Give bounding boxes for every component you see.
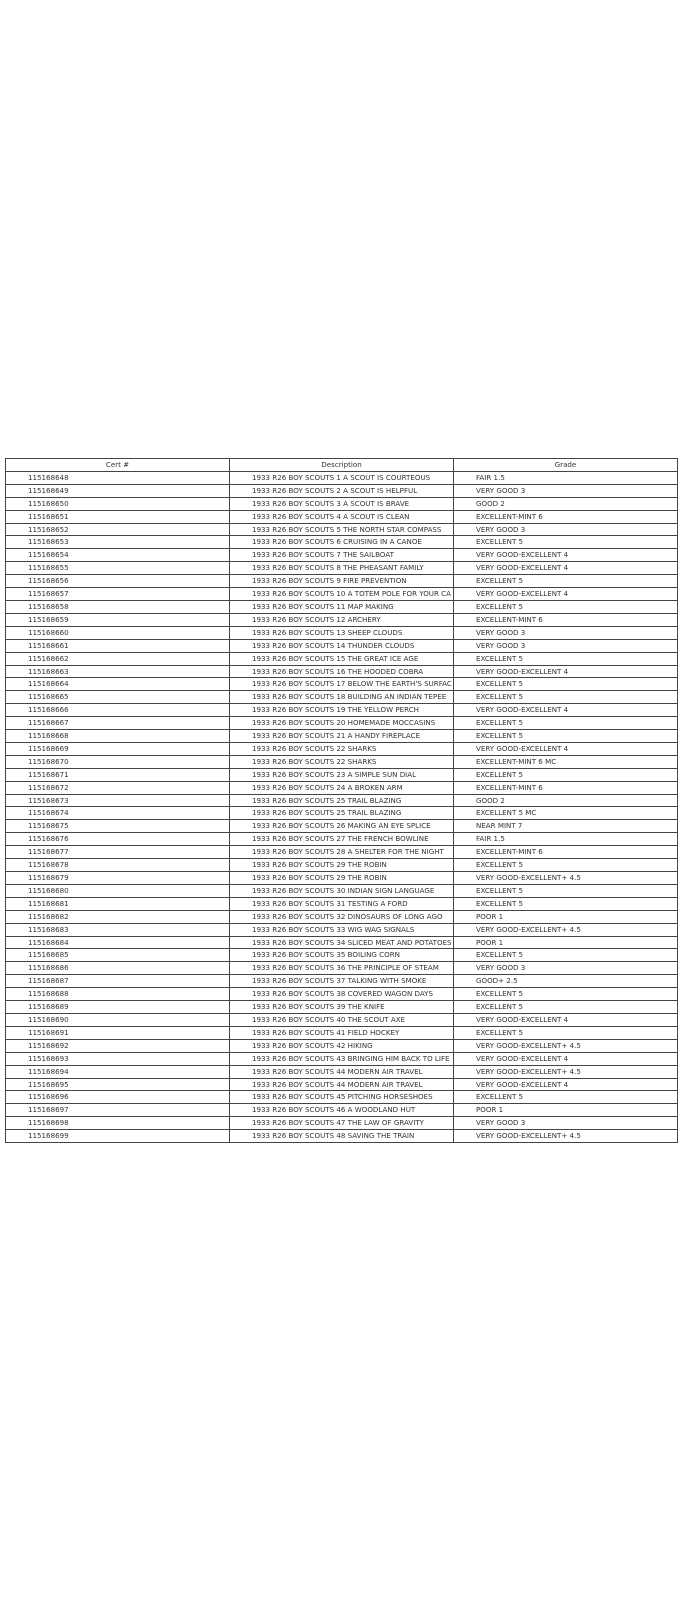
description-cell: 1933 R26 BOY SCOUTS 32 DINOSAURS OF LONG AGO bbox=[230, 910, 454, 923]
grade-cell: EXCELLENT 5 bbox=[454, 717, 678, 730]
description-cell: 1933 R26 BOY SCOUTS 45 PITCHING HORSESHOES bbox=[230, 1091, 454, 1104]
description-cell: 1933 R26 BOY SCOUTS 25 TRAIL BLAZING bbox=[230, 794, 454, 807]
table-row bbox=[6, 717, 678, 730]
table-row bbox=[6, 1117, 678, 1130]
description-cell: 1933 R26 BOY SCOUTS 3 A SCOUT IS BRAVE bbox=[230, 497, 454, 510]
cert-number-cell: 115168684 bbox=[6, 936, 230, 949]
table-row bbox=[6, 949, 678, 962]
grade-cell: EXCELLENT 5 bbox=[454, 1026, 678, 1039]
cert-number-cell: 115168652 bbox=[6, 523, 230, 536]
description-cell: 1933 R26 BOY SCOUTS 44 MODERN AIR TRAVEL bbox=[230, 1065, 454, 1078]
table-row bbox=[6, 588, 678, 601]
cert-table-container bbox=[5, 458, 677, 1143]
description-cell: 1933 R26 BOY SCOUTS 48 SAVING THE TRAIN bbox=[230, 1130, 454, 1143]
cert-number-cell: 115168680 bbox=[6, 884, 230, 897]
description-cell: 1933 R26 BOY SCOUTS 7 THE SAILBOAT bbox=[230, 549, 454, 562]
grade-cell: VERY GOOD 3 bbox=[454, 626, 678, 639]
grade-cell: EXCELLENT 5 bbox=[454, 768, 678, 781]
grade-cell: VERY GOOD-EXCELLENT 4 bbox=[454, 1078, 678, 1091]
cert-number-cell: 115168656 bbox=[6, 575, 230, 588]
table-row bbox=[6, 626, 678, 639]
description-cell: 1933 R26 BOY SCOUTS 35 BOILING CORN bbox=[230, 949, 454, 962]
cert-number-cell: 115168664 bbox=[6, 678, 230, 691]
grade-cell: POOR 1 bbox=[454, 1104, 678, 1117]
description-cell: 1933 R26 BOY SCOUTS 13 SHEEP CLOUDS bbox=[230, 626, 454, 639]
table-row bbox=[6, 794, 678, 807]
table-row bbox=[6, 1013, 678, 1026]
cert-number-cell: 115168654 bbox=[6, 549, 230, 562]
table-row bbox=[6, 820, 678, 833]
cert-number-cell: 115168659 bbox=[6, 613, 230, 626]
description-cell: 1933 R26 BOY SCOUTS 39 THE KNIFE bbox=[230, 1001, 454, 1014]
grade-cell: EXCELLENT 5 bbox=[454, 897, 678, 910]
cert-number-cell: 115168666 bbox=[6, 704, 230, 717]
cert-number-cell: 115168648 bbox=[6, 471, 230, 484]
table-row bbox=[6, 755, 678, 768]
table-row bbox=[6, 600, 678, 613]
table-row bbox=[6, 1091, 678, 1104]
description-cell: 1933 R26 BOY SCOUTS 36 THE PRINCIPLE OF STEAM bbox=[230, 962, 454, 975]
grade-cell: POOR 1 bbox=[454, 936, 678, 949]
table-row bbox=[6, 846, 678, 859]
cert-number-cell: 115168657 bbox=[6, 588, 230, 601]
description-cell: 1933 R26 BOY SCOUTS 37 TALKING WITH SMOKE bbox=[230, 975, 454, 988]
table-row bbox=[6, 910, 678, 923]
description-cell: 1933 R26 BOY SCOUTS 11 MAP MAKING bbox=[230, 600, 454, 613]
table-row bbox=[6, 471, 678, 484]
table-row bbox=[6, 652, 678, 665]
header-cert: Cert # bbox=[6, 459, 230, 472]
grade-cell: VERY GOOD-EXCELLENT+ 4.5 bbox=[454, 1039, 678, 1052]
grade-cell: VERY GOOD-EXCELLENT+ 4.5 bbox=[454, 872, 678, 885]
table-body bbox=[6, 471, 678, 1142]
grade-cell: EXCELLENT 5 bbox=[454, 691, 678, 704]
table-row bbox=[6, 639, 678, 652]
grade-cell: EXCELLENT 5 bbox=[454, 678, 678, 691]
table-row bbox=[6, 1078, 678, 1091]
cert-number-cell: 115168693 bbox=[6, 1052, 230, 1065]
cert-number-cell: 115168681 bbox=[6, 897, 230, 910]
header-description: Description bbox=[230, 459, 454, 472]
grade-cell: EXCELLENT 5 MC bbox=[454, 807, 678, 820]
cert-number-cell: 115168650 bbox=[6, 497, 230, 510]
cert-number-cell: 115168670 bbox=[6, 755, 230, 768]
cert-number-cell: 115168674 bbox=[6, 807, 230, 820]
cert-number-cell: 115168689 bbox=[6, 1001, 230, 1014]
grade-cell: EXCELLENT 5 bbox=[454, 730, 678, 743]
description-cell: 1933 R26 BOY SCOUTS 34 SLICED MEAT AND POTATOES bbox=[230, 936, 454, 949]
grade-cell: GOOD 2 bbox=[454, 794, 678, 807]
description-cell: 1933 R26 BOY SCOUTS 27 THE FRENCH BOWLINE bbox=[230, 833, 454, 846]
grade-cell: EXCELLENT-MINT 6 bbox=[454, 613, 678, 626]
cert-number-cell: 115168692 bbox=[6, 1039, 230, 1052]
grade-cell: POOR 1 bbox=[454, 910, 678, 923]
cert-number-cell: 115168651 bbox=[6, 510, 230, 523]
table-row bbox=[6, 872, 678, 885]
cert-number-cell: 115168655 bbox=[6, 562, 230, 575]
cert-number-cell: 115168660 bbox=[6, 626, 230, 639]
grade-cell: EXCELLENT-MINT 6 MC bbox=[454, 755, 678, 768]
cert-number-cell: 115168699 bbox=[6, 1130, 230, 1143]
description-cell: 1933 R26 BOY SCOUTS 40 THE SCOUT AXE bbox=[230, 1013, 454, 1026]
table-row bbox=[6, 691, 678, 704]
header-grade: Grade bbox=[454, 459, 678, 472]
table-row bbox=[6, 1052, 678, 1065]
grade-cell: EXCELLENT 5 bbox=[454, 575, 678, 588]
description-cell: 1933 R26 BOY SCOUTS 15 THE GREAT ICE AGE bbox=[230, 652, 454, 665]
grade-cell: EXCELLENT 5 bbox=[454, 600, 678, 613]
grade-cell: EXCELLENT-MINT 6 bbox=[454, 846, 678, 859]
description-cell: 1933 R26 BOY SCOUTS 20 HOMEMADE MOCCASINS bbox=[230, 717, 454, 730]
table-row bbox=[6, 730, 678, 743]
grade-cell: VERY GOOD-EXCELLENT 4 bbox=[454, 742, 678, 755]
cert-number-cell: 115168669 bbox=[6, 742, 230, 755]
grade-cell: VERY GOOD-EXCELLENT 4 bbox=[454, 549, 678, 562]
grade-cell: VERY GOOD-EXCELLENT+ 4.5 bbox=[454, 923, 678, 936]
description-cell: 1933 R26 BOY SCOUTS 30 INDIAN SIGN LANGUAGE bbox=[230, 884, 454, 897]
table-row bbox=[6, 575, 678, 588]
cert-table bbox=[5, 458, 678, 1143]
table-row bbox=[6, 859, 678, 872]
grade-cell: VERY GOOD 3 bbox=[454, 484, 678, 497]
description-cell: 1933 R26 BOY SCOUTS 17 BELOW THE EARTH'S SURFAC bbox=[230, 678, 454, 691]
cert-number-cell: 115168663 bbox=[6, 665, 230, 678]
cert-number-cell: 115168697 bbox=[6, 1104, 230, 1117]
table-row bbox=[6, 975, 678, 988]
description-cell: 1933 R26 BOY SCOUTS 42 HIKING bbox=[230, 1039, 454, 1052]
table-row bbox=[6, 962, 678, 975]
grade-cell: VERY GOOD 3 bbox=[454, 962, 678, 975]
description-cell: 1933 R26 BOY SCOUTS 29 THE ROBIN bbox=[230, 859, 454, 872]
grade-cell: EXCELLENT-MINT 6 bbox=[454, 510, 678, 523]
cert-number-cell: 115168685 bbox=[6, 949, 230, 962]
description-cell: 1933 R26 BOY SCOUTS 25 TRAIL BLAZING bbox=[230, 807, 454, 820]
description-cell: 1933 R26 BOY SCOUTS 22 SHARKS bbox=[230, 742, 454, 755]
cert-number-cell: 115168668 bbox=[6, 730, 230, 743]
description-cell: 1933 R26 BOY SCOUTS 38 COVERED WAGON DAYS bbox=[230, 988, 454, 1001]
description-cell: 1933 R26 BOY SCOUTS 33 WIG WAG SIGNALS bbox=[230, 923, 454, 936]
grade-cell: VERY GOOD 3 bbox=[454, 1117, 678, 1130]
table-row bbox=[6, 523, 678, 536]
table-header-row bbox=[6, 459, 678, 472]
description-cell: 1933 R26 BOY SCOUTS 1 A SCOUT IS COURTEOUS bbox=[230, 471, 454, 484]
grade-cell: EXCELLENT 5 bbox=[454, 949, 678, 962]
grade-cell: VERY GOOD-EXCELLENT 4 bbox=[454, 562, 678, 575]
cert-number-cell: 115168675 bbox=[6, 820, 230, 833]
cert-number-cell: 115168687 bbox=[6, 975, 230, 988]
cert-number-cell: 115168661 bbox=[6, 639, 230, 652]
cert-number-cell: 115168679 bbox=[6, 872, 230, 885]
description-cell: 1933 R26 BOY SCOUTS 26 MAKING AN EYE SPLICE bbox=[230, 820, 454, 833]
cert-number-cell: 115168698 bbox=[6, 1117, 230, 1130]
table-row bbox=[6, 1039, 678, 1052]
description-cell: 1933 R26 BOY SCOUTS 9 FIRE PREVENTION bbox=[230, 575, 454, 588]
table-row bbox=[6, 884, 678, 897]
table-row bbox=[6, 988, 678, 1001]
table-row bbox=[6, 549, 678, 562]
cert-number-cell: 115168672 bbox=[6, 781, 230, 794]
grade-cell: EXCELLENT 5 bbox=[454, 1001, 678, 1014]
grade-cell: NEAR MINT 7 bbox=[454, 820, 678, 833]
table-row bbox=[6, 1065, 678, 1078]
table-row bbox=[6, 936, 678, 949]
grade-cell: VERY GOOD-EXCELLENT+ 4.5 bbox=[454, 1130, 678, 1143]
description-cell: 1933 R26 BOY SCOUTS 46 A WOODLAND HUT bbox=[230, 1104, 454, 1117]
description-cell: 1933 R26 BOY SCOUTS 24 A BROKEN ARM bbox=[230, 781, 454, 794]
cert-number-cell: 115168678 bbox=[6, 859, 230, 872]
description-cell: 1933 R26 BOY SCOUTS 41 FIELD HOCKEY bbox=[230, 1026, 454, 1039]
cert-number-cell: 115168667 bbox=[6, 717, 230, 730]
grade-cell: EXCELLENT 5 bbox=[454, 1091, 678, 1104]
table-row bbox=[6, 833, 678, 846]
grade-cell: VERY GOOD-EXCELLENT 4 bbox=[454, 704, 678, 717]
cert-number-cell: 115168662 bbox=[6, 652, 230, 665]
description-cell: 1933 R26 BOY SCOUTS 29 THE ROBIN bbox=[230, 872, 454, 885]
cert-number-cell: 115168671 bbox=[6, 768, 230, 781]
table-row bbox=[6, 536, 678, 549]
description-cell: 1933 R26 BOY SCOUTS 8 THE PHEASANT FAMILY bbox=[230, 562, 454, 575]
cert-number-cell: 115168682 bbox=[6, 910, 230, 923]
grade-cell: EXCELLENT 5 bbox=[454, 884, 678, 897]
description-cell: 1933 R26 BOY SCOUTS 19 THE YELLOW PERCH bbox=[230, 704, 454, 717]
description-cell: 1933 R26 BOY SCOUTS 43 BRINGING HIM BACK TO LIFE bbox=[230, 1052, 454, 1065]
grade-cell: VERY GOOD-EXCELLENT 4 bbox=[454, 1052, 678, 1065]
cert-number-cell: 115168691 bbox=[6, 1026, 230, 1039]
grade-cell: VERY GOOD 3 bbox=[454, 639, 678, 652]
description-cell: 1933 R26 BOY SCOUTS 5 THE NORTH STAR COMPASS bbox=[230, 523, 454, 536]
description-cell: 1933 R26 BOY SCOUTS 22 SHARKS bbox=[230, 755, 454, 768]
cert-number-cell: 115168658 bbox=[6, 600, 230, 613]
table-row bbox=[6, 781, 678, 794]
description-cell: 1933 R26 BOY SCOUTS 21 A HANDY FIREPLACE bbox=[230, 730, 454, 743]
description-cell: 1933 R26 BOY SCOUTS 44 MODERN AIR TRAVEL bbox=[230, 1078, 454, 1091]
description-cell: 1933 R26 BOY SCOUTS 2 A SCOUT IS HELPFUL bbox=[230, 484, 454, 497]
description-cell: 1933 R26 BOY SCOUTS 47 THE LAW OF GRAVITY bbox=[230, 1117, 454, 1130]
description-cell: 1933 R26 BOY SCOUTS 4 A SCOUT IS CLEAN bbox=[230, 510, 454, 523]
grade-cell: EXCELLENT 5 bbox=[454, 859, 678, 872]
table-row bbox=[6, 1130, 678, 1143]
cert-number-cell: 115168649 bbox=[6, 484, 230, 497]
grade-cell: EXCELLENT 5 bbox=[454, 652, 678, 665]
description-cell: 1933 R26 BOY SCOUTS 12 ARCHERY bbox=[230, 613, 454, 626]
cert-number-cell: 115168683 bbox=[6, 923, 230, 936]
grade-cell: VERY GOOD-EXCELLENT 4 bbox=[454, 1013, 678, 1026]
table-row bbox=[6, 1026, 678, 1039]
table-row bbox=[6, 1001, 678, 1014]
grade-cell: VERY GOOD-EXCELLENT+ 4.5 bbox=[454, 1065, 678, 1078]
table-row bbox=[6, 613, 678, 626]
table-row bbox=[6, 678, 678, 691]
grade-cell: VERY GOOD 3 bbox=[454, 523, 678, 536]
grade-cell: FAIR 1.5 bbox=[454, 833, 678, 846]
table-row bbox=[6, 807, 678, 820]
table-row bbox=[6, 897, 678, 910]
grade-cell: EXCELLENT 5 bbox=[454, 988, 678, 1001]
cert-number-cell: 115168688 bbox=[6, 988, 230, 1001]
table-row bbox=[6, 497, 678, 510]
cert-number-cell: 115168677 bbox=[6, 846, 230, 859]
table-row bbox=[6, 510, 678, 523]
grade-cell: VERY GOOD-EXCELLENT 4 bbox=[454, 588, 678, 601]
table-row bbox=[6, 704, 678, 717]
grade-cell: GOOD 2 bbox=[454, 497, 678, 510]
grade-cell: VERY GOOD-EXCELLENT 4 bbox=[454, 665, 678, 678]
description-cell: 1933 R26 BOY SCOUTS 16 THE HOODED COBRA bbox=[230, 665, 454, 678]
cert-number-cell: 115168696 bbox=[6, 1091, 230, 1104]
description-cell: 1933 R26 BOY SCOUTS 6 CRUISING IN A CANOE bbox=[230, 536, 454, 549]
description-cell: 1933 R26 BOY SCOUTS 23 A SIMPLE SUN DIAL bbox=[230, 768, 454, 781]
table-row bbox=[6, 768, 678, 781]
table-row bbox=[6, 562, 678, 575]
table-row bbox=[6, 1104, 678, 1117]
description-cell: 1933 R26 BOY SCOUTS 10 A TOTEM POLE FOR YOUR CA bbox=[230, 588, 454, 601]
cert-number-cell: 115168676 bbox=[6, 833, 230, 846]
grade-cell: FAIR 1.5 bbox=[454, 471, 678, 484]
cert-number-cell: 115168690 bbox=[6, 1013, 230, 1026]
table-row bbox=[6, 665, 678, 678]
description-cell: 1933 R26 BOY SCOUTS 18 BUILDING AN INDIAN TEPEE bbox=[230, 691, 454, 704]
grade-cell: EXCELLENT 5 bbox=[454, 536, 678, 549]
description-cell: 1933 R26 BOY SCOUTS 28 A SHELTER FOR THE NIGHT bbox=[230, 846, 454, 859]
table-row bbox=[6, 484, 678, 497]
cert-number-cell: 115168695 bbox=[6, 1078, 230, 1091]
cert-number-cell: 115168686 bbox=[6, 962, 230, 975]
cert-number-cell: 115168673 bbox=[6, 794, 230, 807]
table-row bbox=[6, 923, 678, 936]
grade-cell: GOOD+ 2.5 bbox=[454, 975, 678, 988]
grade-cell: EXCELLENT-MINT 6 bbox=[454, 781, 678, 794]
table-row bbox=[6, 742, 678, 755]
cert-number-cell: 115168653 bbox=[6, 536, 230, 549]
description-cell: 1933 R26 BOY SCOUTS 14 THUNDER CLOUDS bbox=[230, 639, 454, 652]
cert-number-cell: 115168665 bbox=[6, 691, 230, 704]
cert-number-cell: 115168694 bbox=[6, 1065, 230, 1078]
description-cell: 1933 R26 BOY SCOUTS 31 TESTING A FORD bbox=[230, 897, 454, 910]
